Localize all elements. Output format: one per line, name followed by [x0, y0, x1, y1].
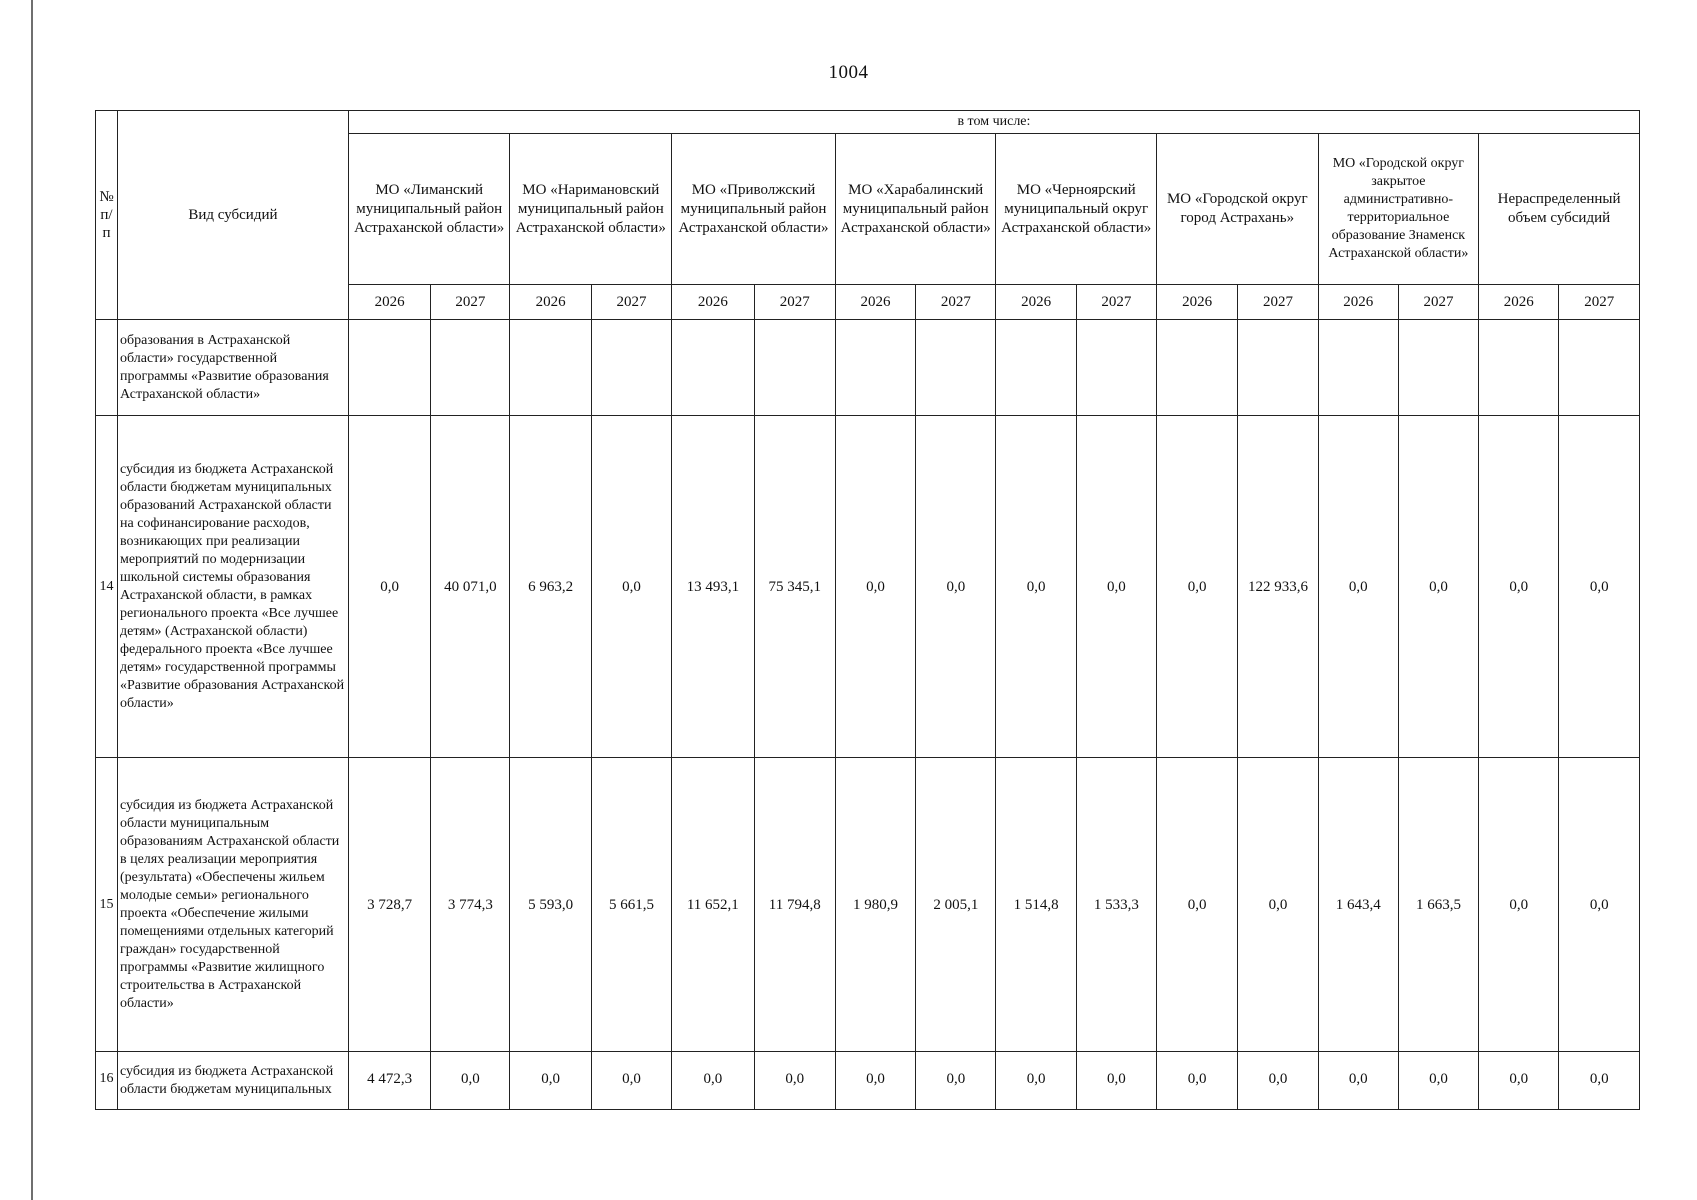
value-cell: 11 652,1 — [672, 758, 754, 1052]
table-row — [96, 758, 1640, 1052]
page-number: 1004 — [828, 62, 869, 83]
year-header: 2026 — [1479, 285, 1559, 320]
value-cell: 0,0 — [1318, 1052, 1398, 1110]
header-mo-kharabalinsky: МО «Харабалинский муниципальный район Астраханской области» — [835, 134, 996, 285]
value-cell: 4 472,3 — [348, 1052, 430, 1110]
value-cell: 75 345,1 — [754, 416, 835, 758]
value-cell: 0,0 — [591, 416, 671, 758]
year-header: 2026 — [348, 285, 430, 320]
year-header: 2027 — [1076, 285, 1156, 320]
value-cell — [431, 320, 510, 416]
value-cell: 40 071,0 — [431, 416, 510, 758]
value-cell: 0,0 — [1318, 416, 1398, 758]
subsidy-description: субсидия из бюджета Астраханской области бюджетам муниципальных образований Астраханской области на софинансирование расходов, возникающих при реализации мероприятий по модернизации школьной системы образования Астраханской области, в рамках регионального проекта «Все лучшее детям» (Астраханской области) федерального проекта «Все лучшее детям» государственной программы «Развитие образования Астраханской области» — [117, 416, 348, 758]
subsidy-description: субсидия из бюджета Астраханской области бюджетам муниципальных — [117, 1052, 348, 1110]
value-cell: 0,0 — [1156, 1052, 1237, 1110]
value-cell: 0,0 — [1156, 416, 1237, 758]
year-header: 2027 — [1238, 285, 1318, 320]
header-including: в том числе: — [348, 111, 1639, 134]
row-number: 15 — [96, 758, 118, 1052]
value-cell — [1318, 320, 1398, 416]
year-header: 2027 — [1559, 285, 1640, 320]
value-cell — [1479, 320, 1559, 416]
value-cell: 0,0 — [1076, 1052, 1156, 1110]
value-cell — [835, 320, 915, 416]
table-row — [96, 320, 1640, 416]
value-cell: 0,0 — [1559, 758, 1640, 1052]
value-cell: 0,0 — [996, 416, 1076, 758]
value-cell — [1156, 320, 1237, 416]
value-cell: 0,0 — [348, 416, 430, 758]
value-cell: 0,0 — [431, 1052, 510, 1110]
year-header: 2026 — [672, 285, 754, 320]
subsidy-description: образования в Астраханской области» государственной программы «Развитие образования Астраханской области» — [117, 320, 348, 416]
value-cell: 0,0 — [916, 416, 996, 758]
value-cell: 5 661,5 — [591, 758, 671, 1052]
year-header: 2026 — [996, 285, 1076, 320]
value-cell: 0,0 — [996, 1052, 1076, 1110]
value-cell — [672, 320, 754, 416]
year-header: 2027 — [754, 285, 835, 320]
value-cell — [996, 320, 1076, 416]
value-cell — [1559, 320, 1640, 416]
year-header: 2026 — [510, 285, 591, 320]
value-cell: 0,0 — [1156, 758, 1237, 1052]
value-cell: 0,0 — [672, 1052, 754, 1110]
subsidies-table — [95, 110, 1640, 1110]
table-row — [96, 1052, 1640, 1110]
header-mo-chernoyarsky: МО «Черноярский муниципальный округ Астраханской области» — [996, 134, 1157, 285]
header-mo-limansky: МО «Лиманский муниципальный район Астраханской области» — [348, 134, 510, 285]
value-cell: 0,0 — [1398, 416, 1478, 758]
year-header: 2027 — [431, 285, 510, 320]
value-cell: 1 980,9 — [835, 758, 915, 1052]
value-cell: 1 663,5 — [1398, 758, 1478, 1052]
row-number — [96, 320, 118, 416]
value-cell: 1 533,3 — [1076, 758, 1156, 1052]
header-mo-astrakhan-city: МО «Городской округ город Астрахань» — [1156, 134, 1318, 285]
value-cell: 0,0 — [1559, 416, 1640, 758]
value-cell: 0,0 — [1559, 1052, 1640, 1110]
header-mo-narimanovsky: МО «Наримановский муниципальный район Астраханской области» — [510, 134, 672, 285]
value-cell: 0,0 — [1479, 758, 1559, 1052]
value-cell: 0,0 — [1076, 416, 1156, 758]
header-mo-znamensk: МО «Городской округ закрытое административно-территориальное образование Знаменск Астраханской области» — [1318, 134, 1479, 285]
value-cell — [1238, 320, 1318, 416]
value-cell: 0,0 — [835, 416, 915, 758]
value-cell: 3 728,7 — [348, 758, 430, 1052]
value-cell: 0,0 — [1479, 416, 1559, 758]
value-cell: 13 493,1 — [672, 416, 754, 758]
header-number: № п/п — [96, 111, 118, 320]
value-cell: 2 005,1 — [916, 758, 996, 1052]
value-cell: 0,0 — [1238, 1052, 1318, 1110]
value-cell — [1398, 320, 1478, 416]
header-subsidy-type: Вид субсидий — [117, 111, 348, 320]
value-cell: 0,0 — [510, 1052, 591, 1110]
year-header: 2026 — [1318, 285, 1398, 320]
header-mo-privolzhsky: МО «Приволжский муниципальный район Астраханской области» — [672, 134, 836, 285]
value-cell — [591, 320, 671, 416]
row-number: 14 — [96, 416, 118, 758]
table-row — [96, 416, 1640, 758]
year-header: 2027 — [1398, 285, 1478, 320]
value-cell: 11 794,8 — [754, 758, 835, 1052]
value-cell: 5 593,0 — [510, 758, 591, 1052]
value-cell — [1076, 320, 1156, 416]
value-cell: 6 963,2 — [510, 416, 591, 758]
value-cell — [916, 320, 996, 416]
value-cell — [510, 320, 591, 416]
value-cell: 0,0 — [754, 1052, 835, 1110]
year-header: 2027 — [591, 285, 671, 320]
value-cell — [348, 320, 430, 416]
value-cell: 0,0 — [835, 1052, 915, 1110]
row-number: 16 — [96, 1052, 118, 1110]
value-cell: 1 514,8 — [996, 758, 1076, 1052]
year-header: 2026 — [835, 285, 915, 320]
value-cell: 1 643,4 — [1318, 758, 1398, 1052]
value-cell: 0,0 — [1398, 1052, 1478, 1110]
value-cell: 3 774,3 — [431, 758, 510, 1052]
value-cell: 0,0 — [591, 1052, 671, 1110]
value-cell — [754, 320, 835, 416]
value-cell: 122 933,6 — [1238, 416, 1318, 758]
year-header: 2026 — [1156, 285, 1237, 320]
subsidy-description: субсидия из бюджета Астраханской области муниципальным образованиям Астраханской области в целях реализации мероприятия (результата) «Обеспечены жильем молодые семьи» регионального проекта «Обеспечение жилыми помещениями отдельных категорий граждан» государственной программы «Развитие жилищного строительства в Астраханской области» — [117, 758, 348, 1052]
page-margin-line — [31, 0, 33, 1200]
value-cell: 0,0 — [1238, 758, 1318, 1052]
value-cell: 0,0 — [916, 1052, 996, 1110]
header-unallocated: Нераспределенный объем субсидий — [1479, 134, 1640, 285]
value-cell: 0,0 — [1479, 1052, 1559, 1110]
year-header: 2027 — [916, 285, 996, 320]
